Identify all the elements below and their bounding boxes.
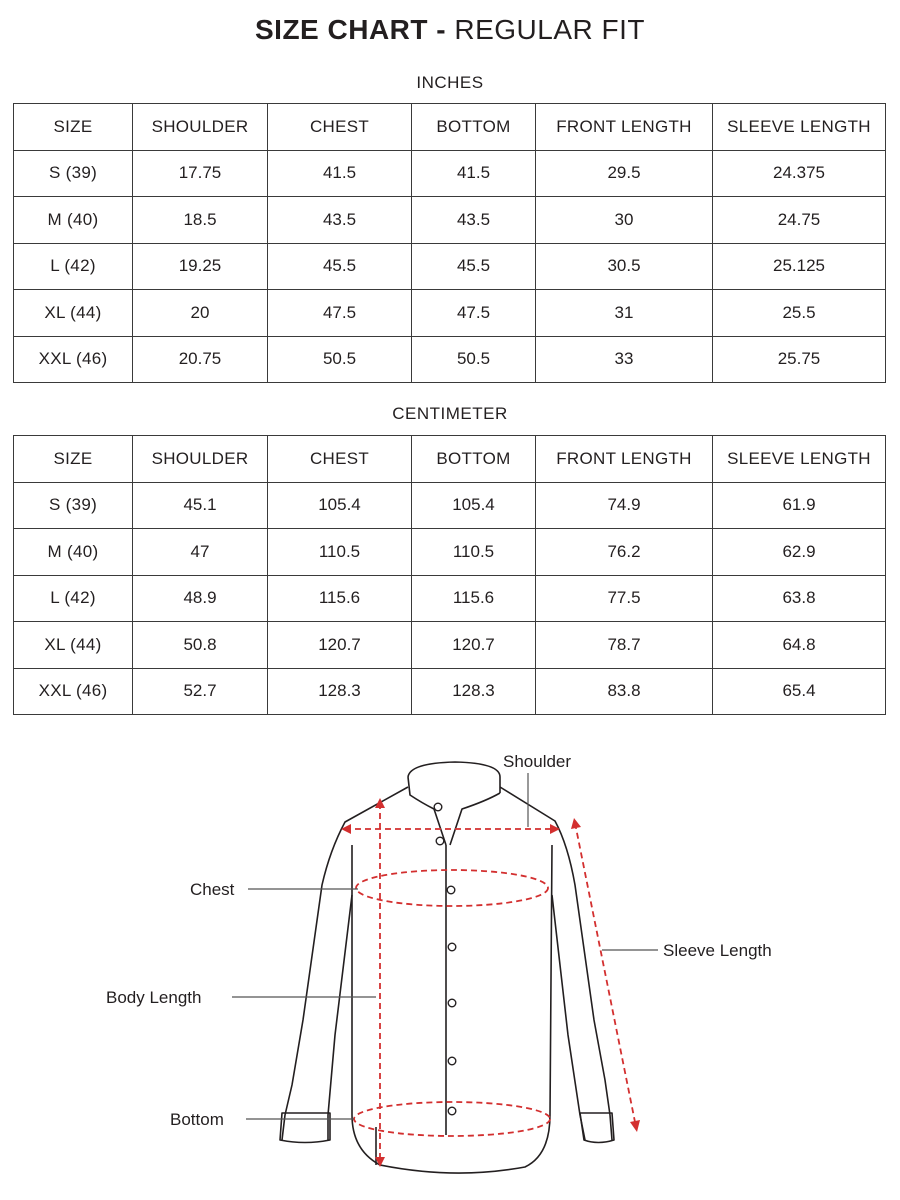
table-row xyxy=(14,290,886,337)
measurement-cell: 63.8 xyxy=(713,575,886,622)
col-shoulder: SHOULDER xyxy=(133,104,268,151)
button-icon xyxy=(436,837,444,845)
button-icon xyxy=(448,1057,456,1065)
measurement-cell: 105.4 xyxy=(412,482,536,529)
measurement-cell: 41.5 xyxy=(412,150,536,197)
page-title xyxy=(0,14,900,46)
bottom-label: Bottom xyxy=(170,1110,224,1129)
collar-back xyxy=(408,762,500,793)
left-shoulder-sleeve-outer xyxy=(282,787,408,1140)
collar-right xyxy=(450,793,500,845)
measurement-cell: 74.9 xyxy=(536,482,713,529)
inches-header-row xyxy=(14,104,886,151)
measurement-cell: 45.5 xyxy=(412,243,536,290)
measurement-cell: 24.375 xyxy=(713,150,886,197)
measurement-cell: 120.7 xyxy=(268,622,412,669)
table-row xyxy=(14,482,886,529)
size-cell: XL (44) xyxy=(14,290,133,337)
measurement-cell: 30 xyxy=(536,197,713,244)
button-icon xyxy=(448,1107,456,1115)
size-cell: M (40) xyxy=(14,197,133,244)
measurement-cell: 20.75 xyxy=(133,336,268,383)
table-row xyxy=(14,150,886,197)
arrow-icon xyxy=(571,818,581,829)
table-row xyxy=(14,197,886,244)
size-cell: S (39) xyxy=(14,150,133,197)
collar-left xyxy=(408,777,446,845)
inches-table xyxy=(13,103,886,383)
measurement-cell: 31 xyxy=(536,290,713,337)
measurement-cell: 50.5 xyxy=(268,336,412,383)
measurement-cell: 17.75 xyxy=(133,150,268,197)
size-cell: S (39) xyxy=(14,482,133,529)
col-shoulder: SHOULDER xyxy=(133,436,268,483)
col-size: SIZE xyxy=(14,104,133,151)
right-sleeve-inner xyxy=(552,895,585,1140)
button-icon xyxy=(434,803,442,811)
measurement-cell: 43.5 xyxy=(268,197,412,244)
measurement-cell: 78.7 xyxy=(536,622,713,669)
table-row xyxy=(14,529,886,576)
leader-lines xyxy=(232,773,658,1119)
col-size: SIZE xyxy=(14,436,133,483)
col-front-length: FRONT LENGTH xyxy=(536,104,713,151)
measurement-cell: 65.4 xyxy=(713,668,886,715)
shirt-outline xyxy=(280,762,614,1173)
shoulder-label: Shoulder xyxy=(503,752,572,771)
col-bottom: BOTTOM xyxy=(412,104,536,151)
measurement-cell: 110.5 xyxy=(412,529,536,576)
measurement-cell: 50.5 xyxy=(412,336,536,383)
arrow-icon xyxy=(630,1120,640,1132)
measurement-cell: 128.3 xyxy=(268,668,412,715)
centimeter-header-row xyxy=(14,436,886,483)
size-cell: XXL (46) xyxy=(14,336,133,383)
measurement-cell: 30.5 xyxy=(536,243,713,290)
buttons xyxy=(434,803,456,1115)
measurement-cell: 62.9 xyxy=(713,529,886,576)
measurement-cell: 64.8 xyxy=(713,622,886,669)
measurement-cell: 61.9 xyxy=(713,482,886,529)
size-cell: XL (44) xyxy=(14,622,133,669)
measurement-cell: 43.5 xyxy=(412,197,536,244)
button-icon xyxy=(448,999,456,1007)
shirt-measurement-diagram xyxy=(0,735,900,1195)
size-cell: L (42) xyxy=(14,243,133,290)
body-length-label: Body Length xyxy=(106,988,202,1007)
measurement-cell: 33 xyxy=(536,336,713,383)
col-sleeve-length: SLEEVE LENGTH xyxy=(713,436,886,483)
table-row xyxy=(14,243,886,290)
measurement-cell: 47 xyxy=(133,529,268,576)
sleeve-length-label: Sleeve Length xyxy=(663,941,772,960)
measurement-cell: 25.75 xyxy=(713,336,886,383)
chest-label: Chest xyxy=(190,880,235,899)
button-icon xyxy=(448,943,456,951)
measurement-cell: 110.5 xyxy=(268,529,412,576)
title-regular: REGULAR FIT xyxy=(454,14,646,45)
measurement-cell: 50.8 xyxy=(133,622,268,669)
measurement-cell: 47.5 xyxy=(268,290,412,337)
measurement-cell: 47.5 xyxy=(412,290,536,337)
col-front-length: FRONT LENGTH xyxy=(536,436,713,483)
col-chest: CHEST xyxy=(268,436,412,483)
left-cuff xyxy=(280,1113,330,1143)
measurement-cell: 52.7 xyxy=(133,668,268,715)
measurement-cell: 120.7 xyxy=(412,622,536,669)
button-icon xyxy=(447,886,455,894)
measurement-cell: 115.6 xyxy=(268,575,412,622)
right-shoulder-sleeve-outer xyxy=(500,787,612,1140)
measurement-cell: 41.5 xyxy=(268,150,412,197)
measurement-cell: 76.2 xyxy=(536,529,713,576)
measurement-cell: 77.5 xyxy=(536,575,713,622)
size-cell: XXL (46) xyxy=(14,668,133,715)
measurement-cell: 29.5 xyxy=(536,150,713,197)
measurement-cell: 48.9 xyxy=(133,575,268,622)
col-bottom: BOTTOM xyxy=(412,436,536,483)
table-row xyxy=(14,668,886,715)
col-chest: CHEST xyxy=(268,104,412,151)
table-row xyxy=(14,336,886,383)
measurement-cell: 105.4 xyxy=(268,482,412,529)
centimeter-table xyxy=(13,435,886,715)
measure-arrowheads xyxy=(341,798,640,1167)
centimeter-label: CENTIMETER xyxy=(392,404,508,423)
measurement-cell: 18.5 xyxy=(133,197,268,244)
title-bold: SIZE CHART - xyxy=(254,14,447,45)
col-sleeve-length: SLEEVE LENGTH xyxy=(713,104,886,151)
measurement-cell: 20 xyxy=(133,290,268,337)
measurement-cell: 24.75 xyxy=(713,197,886,244)
inches-label: INCHES xyxy=(416,73,484,92)
size-cell: M (40) xyxy=(14,529,133,576)
measurement-cell: 45.1 xyxy=(133,482,268,529)
table-row xyxy=(14,575,886,622)
table-row xyxy=(14,622,886,669)
left-sleeve-inner xyxy=(328,895,352,1140)
measure-lines xyxy=(345,803,636,1163)
measurement-cell: 25.5 xyxy=(713,290,886,337)
measurement-cell: 25.125 xyxy=(713,243,886,290)
measurement-cell: 128.3 xyxy=(412,668,536,715)
measurement-cell: 115.6 xyxy=(412,575,536,622)
measurement-cell: 83.8 xyxy=(536,668,713,715)
measurement-cell: 45.5 xyxy=(268,243,412,290)
arrow-icon xyxy=(550,824,560,834)
size-cell: L (42) xyxy=(14,575,133,622)
measurement-cell: 19.25 xyxy=(133,243,268,290)
arrow-icon xyxy=(375,798,385,808)
